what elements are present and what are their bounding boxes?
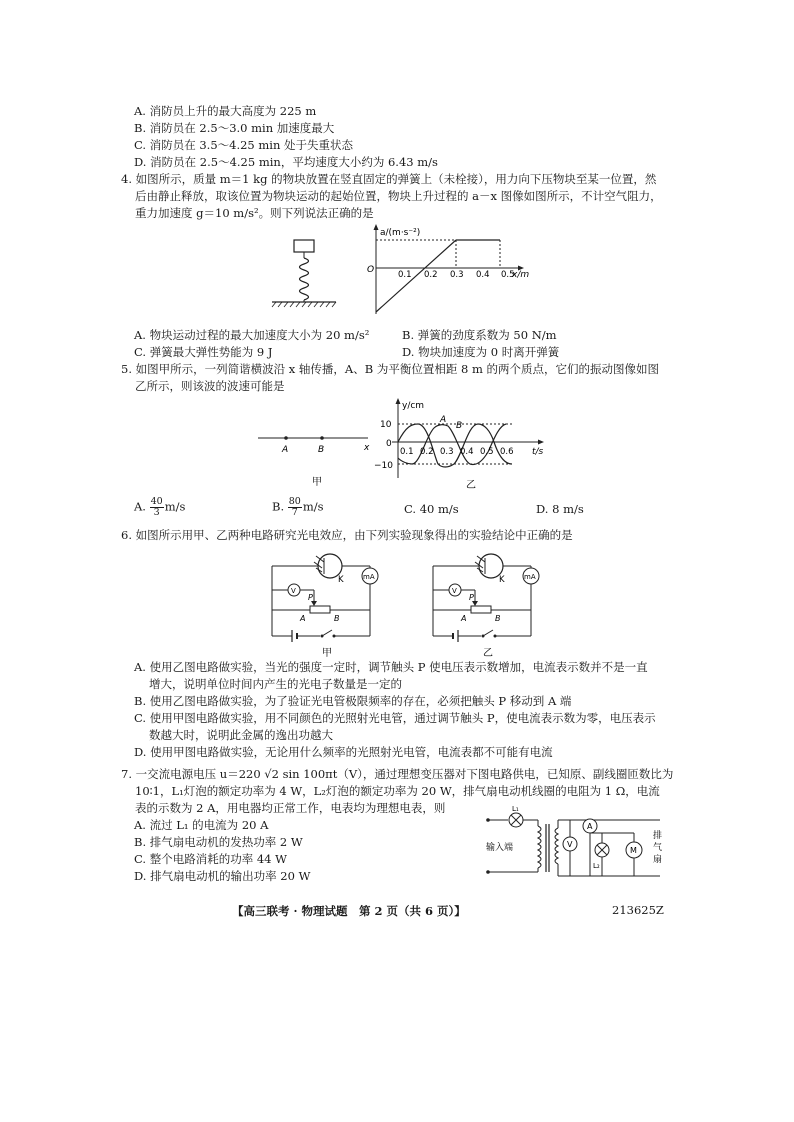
secondary-coil <box>555 828 558 864</box>
q7-fan-label-3: 扇 <box>653 855 663 865</box>
yi-circuit-caption: 乙 <box>483 648 493 659</box>
q6-option-a-line2: 增大，说明单位时间内产生的光电子数量是一定的 <box>149 677 402 691</box>
q3-option-b: B. 消防员在 2.5～3.0 min 加速度最大 <box>134 121 335 135</box>
q3-option-a: A. 消防员上升的最大高度为 225 m <box>134 104 317 118</box>
jia-x-label: x <box>364 443 370 453</box>
jia-circuit-caption: 甲 <box>322 648 332 659</box>
jia-k-label: K <box>338 575 344 585</box>
exam-code: 213625Z <box>612 903 664 917</box>
q7-fan-label-2: 气 <box>653 843 663 853</box>
q7-m-label: M <box>630 846 637 855</box>
yi-label-b: B <box>456 421 463 431</box>
ax-y-label: a/(m·s⁻²) <box>380 228 421 238</box>
q7-stem-line1: 7. 一交流电源电压 u＝220 √2 sin 100πt（V），通过理想变压器对下图电路供电，已知原、副线圈匝数比为 <box>121 767 674 781</box>
yi-ma-label: mA <box>524 573 536 581</box>
q3-option-c: C. 消防员在 3.5～4.25 min 处于失重状态 <box>134 138 354 152</box>
q5-option-b-unit: m/s <box>302 499 324 514</box>
q7-l1-label: L₁ <box>512 806 519 813</box>
q5-option-b-num: 80 <box>288 496 301 507</box>
q4-option-a: A. 物块运动过程的最大加速度大小为 20 m/s² <box>134 328 370 342</box>
q7-fan-label-1: 排 <box>653 831 663 841</box>
q4-option-c: C. 弹簧最大弹性势能为 9 J <box>134 345 273 359</box>
q6-option-b: B. 使用乙图电路做实验，为了验证光电管极限频率的存在，必须把触头 P 移动到 A 端 <box>134 694 572 708</box>
q5-stem-line1: 5. 如图甲所示，一列简谐横波沿 x 轴传播，A、B 为平衡位置相距 8 m 的两个质点，它们的振动图像如图 <box>121 362 660 376</box>
q6-stem: 6. 如图所示用甲、乙两种电路研究光电效应，由下列实验现象得出的实验结论中正确的是 <box>121 528 573 542</box>
yi-tick-0.3: 0.3 <box>440 447 454 457</box>
yi-tick-0: 0 <box>386 439 392 449</box>
q4-option-d: D. 物块加速度为 0 时离开弹簧 <box>402 345 560 359</box>
q7-option-d: D. 排气扇电动机的输出功率 20 W <box>134 869 311 883</box>
yi-tick-0.4: 0.4 <box>460 447 474 457</box>
jia-ma-label: mA <box>363 573 375 581</box>
q7-stem-line3: 表的示数为 2 A，用电器均正常工作，电表均为理想电表，则 <box>135 801 446 815</box>
q7-input-label: 输入端 <box>486 843 514 853</box>
q7-option-a: A. 流过 L₁ 的电流为 20 A <box>134 818 269 832</box>
jia-a-label: A <box>300 614 306 623</box>
ax-origin: O <box>367 265 375 275</box>
ax-tick-0.3: 0.3 <box>450 270 464 280</box>
q5-figure-jia <box>256 430 376 490</box>
yi-tick-0.5: 0.5 <box>480 447 494 457</box>
yi-tick-0.6: 0.6 <box>500 447 514 457</box>
q6-circuit-jia <box>266 548 390 660</box>
q5-option-c: C. 40 m/s <box>404 502 459 516</box>
jia-v-label: V <box>291 587 296 595</box>
yi-p-label: P <box>469 593 474 602</box>
q7-l2-label: L₂ <box>593 862 600 870</box>
q4-stem-line2: 后由静止释放，取该位置为物块运动的起始位置，物块上升过程的 a－x 图像如图所示，不计空气阻力， <box>135 189 662 203</box>
primary-coil <box>538 826 541 868</box>
q7-option-b: B. 排气扇电动机的发热功率 2 W <box>134 835 303 849</box>
ax-x-label: x/m <box>512 270 530 280</box>
jia-p-label: P <box>308 593 313 602</box>
rheostat-icon <box>310 606 330 613</box>
yi-y-label: y/cm <box>402 401 425 411</box>
yi-a-label: A <box>461 614 467 623</box>
q5-figure-yi <box>372 396 552 492</box>
q7-a-label: A <box>587 822 593 831</box>
q6-option-d: D. 使用甲图电路做实验，无论用什么频率的光照射光电管，电流表都不可能有电流 <box>134 745 553 759</box>
ax-tick-0.5: 0.5 <box>501 270 515 280</box>
q5-option-a-num: 40 <box>150 496 163 507</box>
q5-option-a-den: 3 <box>153 507 160 518</box>
yi-label-a: A <box>440 415 447 425</box>
jia-point-a: A <box>282 445 289 455</box>
q6-option-c-line2: 数越大时，说明此金属的逸出功越大 <box>149 728 333 742</box>
yi-tick-0.1: 0.1 <box>400 447 414 457</box>
page-footer: 【高三联考 · 物理试题 第 2 页（共 6 页）】 <box>232 904 466 918</box>
yi-x-label: t/s <box>532 447 544 457</box>
yi-k-label: K <box>499 575 505 585</box>
q5-option-b-den: 7 <box>291 507 298 518</box>
yi-curve-a <box>398 424 512 467</box>
q5-option-d: D. 8 m/s <box>536 502 584 516</box>
rheostat-icon <box>471 606 491 613</box>
yi-v-label: V <box>452 587 457 595</box>
yi-tick-10: 10 <box>380 420 392 430</box>
q7-stem-line2: 10∶1，L₁灯泡的额定功率为 4 W，L₂灯泡的额定功率为 20 W，排气扇电动机线圈的电阻为 1 Ω，电流 <box>135 784 660 798</box>
ax-tick-0.2: 0.2 <box>424 270 438 280</box>
jia-caption: 甲 <box>312 477 322 488</box>
ax-tick-0.1: 0.1 <box>398 270 412 280</box>
q7-option-c: C. 整个电路消耗的功率 44 W <box>134 852 287 866</box>
q6-option-c-line1: C. 使用甲图电路做实验，用不同颜色的光照射光电管，通过调节触头 P，使电流表示数为零，电压表示 <box>134 711 656 725</box>
yi-tick-0.2: 0.2 <box>420 447 434 457</box>
q6-circuit-yi <box>427 548 551 660</box>
yi-curve-b <box>398 424 506 465</box>
yi-caption: 乙 <box>466 480 476 491</box>
q5-option-b <box>272 497 324 518</box>
q4-option-b: B. 弹簧的劲度系数为 50 N/m <box>402 328 557 342</box>
jia-b-label: B <box>334 614 340 623</box>
q7-transformer-circuit <box>482 806 672 886</box>
q3-option-d: D. 消防员在 2.5～4.25 min，平均速度大小约为 6.43 m/s <box>134 155 438 169</box>
jia-point-b: B <box>318 445 325 455</box>
q5-option-a-unit: m/s <box>164 499 186 514</box>
q7-v-label: V <box>567 840 573 849</box>
q5-stem-line2: 乙所示，则该波的波速可能是 <box>135 379 285 393</box>
q5-option-a-prefix: A. <box>134 499 146 514</box>
yi-b-label: B <box>495 614 501 623</box>
yi-tick-m10: −10 <box>374 461 393 471</box>
ax-line-rising <box>376 240 456 312</box>
q6-option-a-line1: A. 使用乙图电路做实验，当光的强度一定时，调节触头 P 使电压表示数增加，电流表示数并不是一直 <box>134 660 648 674</box>
q4-spring-figure <box>268 236 340 308</box>
q4-ax-graph <box>364 222 530 318</box>
q5-option-a <box>134 497 185 518</box>
q5-option-b-prefix: B. <box>272 499 285 514</box>
q4-stem-line3: 重力加速度 g＝10 m/s²。则下列说法正确的是 <box>135 206 374 220</box>
q4-stem-line1: 4. 如图所示，质量 m＝1 kg 的物块放置在竖直固定的弹簧上（未栓接），用力向下压物块至某一位置，然 <box>121 172 657 186</box>
ax-tick-0.4: 0.4 <box>476 270 490 280</box>
